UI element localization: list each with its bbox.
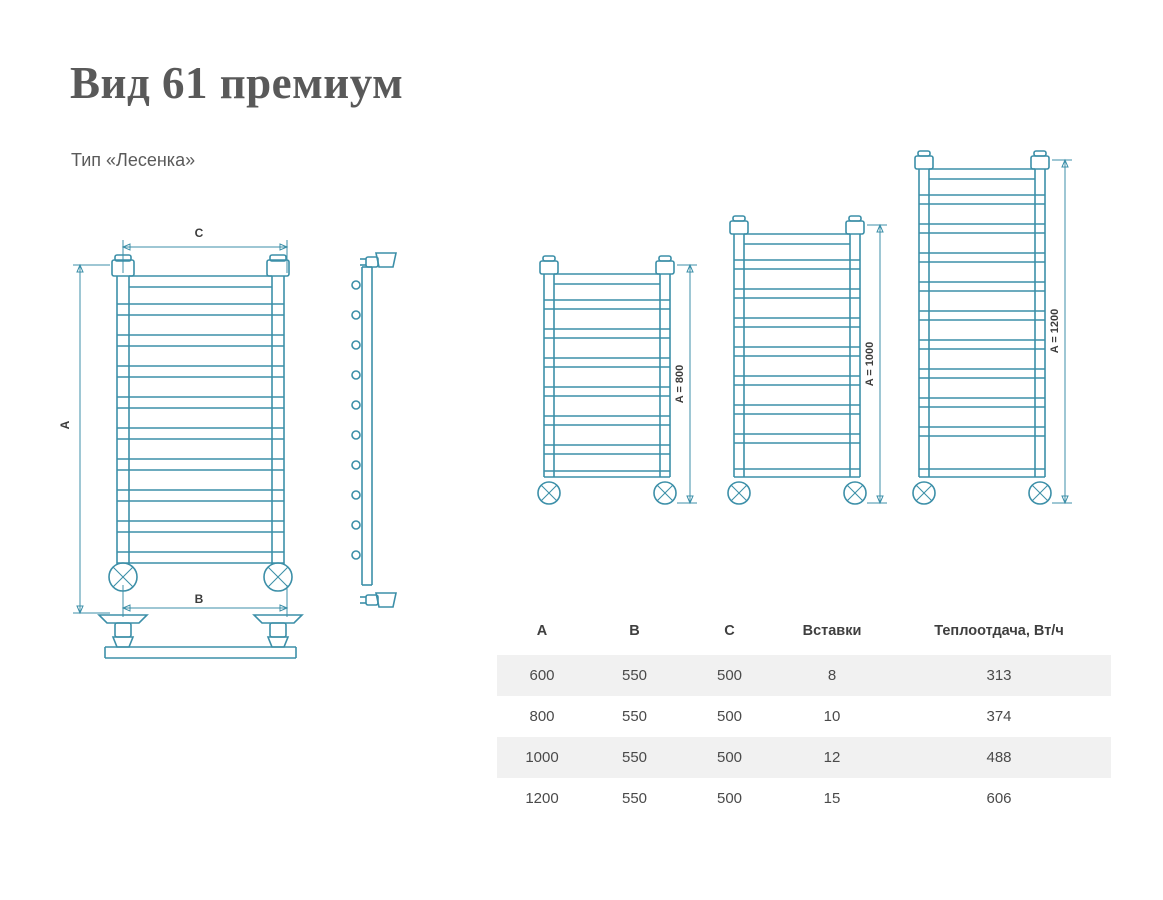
th-a: A: [497, 615, 587, 655]
cell-inserts: 8: [777, 655, 887, 696]
cell-a: 800: [529, 708, 555, 725]
cell-a: 1200: [525, 790, 559, 807]
table-header-row: [497, 615, 1111, 655]
th-inserts: Вставки: [777, 615, 887, 655]
variant-1200-label: A = 1200: [1049, 308, 1061, 354]
cell-b: 550: [621, 790, 648, 807]
cell-heat: 374: [986, 708, 1012, 725]
th-heat: Теплоотдача, Вт/ч: [887, 615, 1111, 655]
variant-1000-label: A = 1000: [864, 341, 876, 387]
cell-c: 500: [682, 655, 777, 696]
cell-b: 550: [587, 737, 682, 778]
variant-drawing-1000: [715, 205, 895, 525]
cell-c: 500: [682, 737, 777, 778]
table-row: [497, 737, 1111, 778]
table-row: [497, 778, 1111, 819]
cell-inserts: 12: [777, 737, 887, 778]
variant-800-rungs: [544, 300, 670, 477]
variant-drawing-800: [525, 245, 705, 525]
variant-drawing-1200: [900, 140, 1080, 525]
cell-b: 550: [621, 708, 648, 725]
variant-1000-rungs: [734, 260, 860, 477]
cell-heat: 488: [887, 737, 1111, 778]
th-c: C: [682, 615, 777, 655]
cell-a: 600: [497, 655, 587, 696]
cell-inserts: 10: [823, 708, 841, 725]
table-row: [497, 655, 1111, 696]
front-view-rungs: [117, 304, 284, 563]
cell-c: 500: [716, 790, 743, 807]
page-title: Вид 61 премиум: [70, 58, 404, 108]
valve-right: [264, 563, 292, 591]
page-subtitle: Тип «Лесенка»: [71, 150, 196, 170]
cell-heat: 313: [887, 655, 1111, 696]
svg-text:B: B: [194, 592, 204, 606]
table-row: [497, 696, 1111, 737]
cell-heat: 606: [986, 790, 1012, 807]
variant-1200-rungs: [919, 195, 1045, 477]
cell-inserts: 15: [823, 790, 841, 807]
spec-table: [497, 615, 1111, 819]
front-view-drawing: [55, 225, 315, 700]
svg-text:A: A: [58, 420, 72, 430]
variant-800-label: A = 800: [674, 364, 686, 404]
th-b: B: [587, 615, 682, 655]
side-view-drawing: [340, 245, 410, 625]
cell-a: 1000: [497, 737, 587, 778]
svg-text:C: C: [194, 226, 204, 240]
cell-b: 550: [587, 655, 682, 696]
cell-c: 500: [716, 708, 743, 725]
